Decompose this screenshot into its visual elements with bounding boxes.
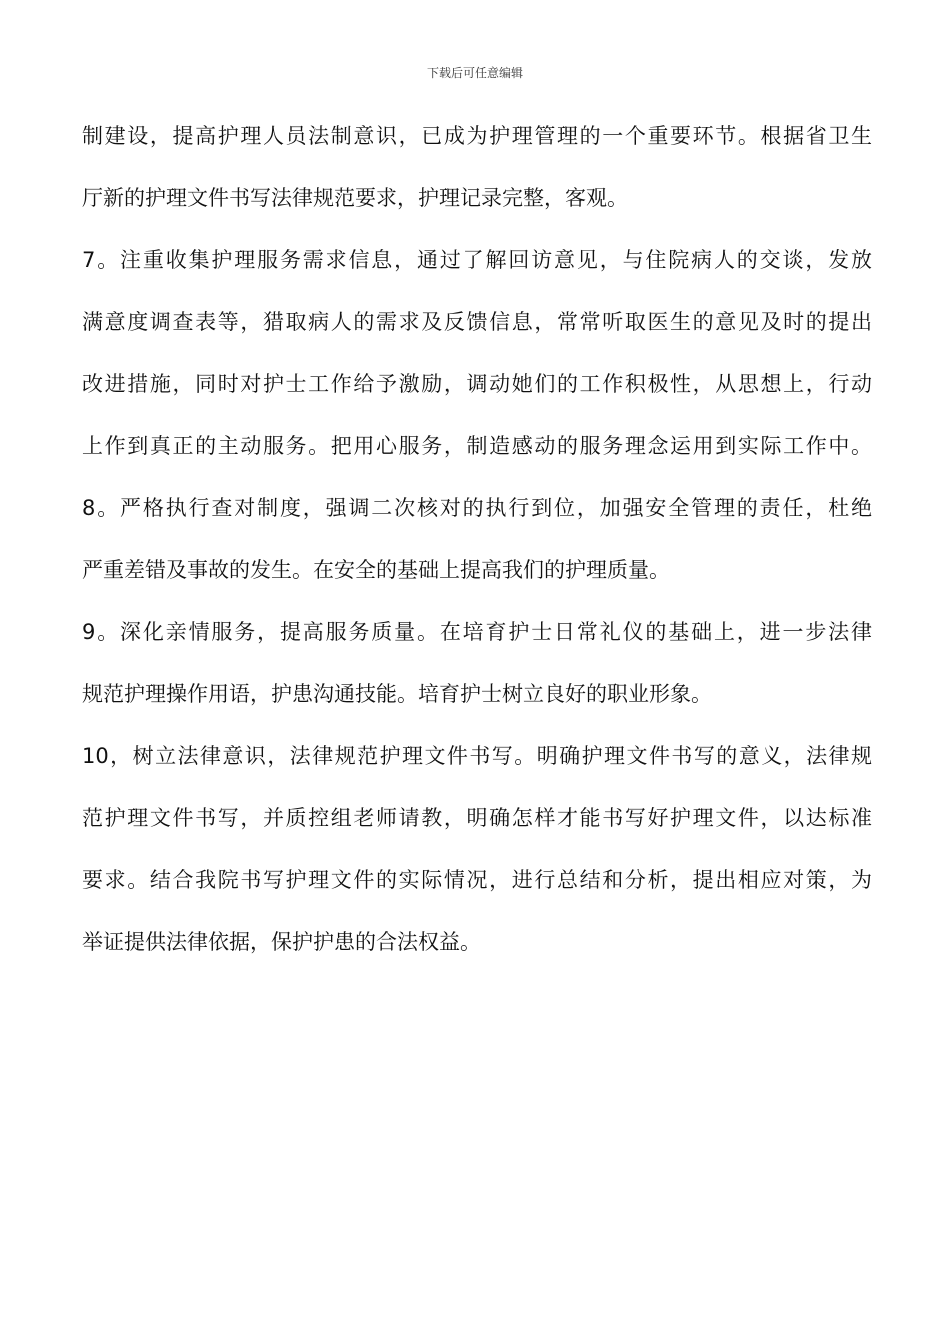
text-line: 9。深化亲情服务，提高服务质量。在培育护士日常礼仪的基础上，进一步法律 (82, 620, 872, 644)
page-header: 下载后可任意编辑 (426, 66, 523, 80)
text-line: 制建设，提高护理人员法制意识，已成为护理管理的一个重要环节。根据省卫生 (82, 124, 872, 148)
text-line: 严重差错及事故的发生。在安全的基础上提高我们的护理质量。 (82, 558, 670, 582)
document-body (82, 105, 872, 973)
text-line: 规范护理操作用语，护患沟通技能。培育护士树立良好的职业形象。 (82, 682, 712, 706)
text-line: 满意度调查表等，猎取病人的需求及反馈信息，常常听取医生的意见及时的提出 (82, 310, 872, 334)
text-line: 要求。结合我院书写护理文件的实际情况，进行总结和分析，提出相应对策，为 (82, 868, 872, 892)
text-line: 改进措施，同时对护士工作给予激励，调动她们的工作积极性，从思想上，行动 (82, 372, 872, 396)
text-line: 7。注重收集护理服务需求信息，通过了解回访意见，与住院病人的交谈，发放 (82, 248, 872, 272)
text-line: 8。严格执行查对制度，强调二次核对的执行到位，加强安全管理的责任，杜绝 (82, 496, 872, 520)
text-line: 10，树立法律意识，法律规范护理文件书写。明确护理文件书写的意义，法律规 (82, 744, 872, 768)
text-line: 举证提供法律依据，保护护患的合法权益。 (82, 930, 481, 954)
text-line: 上作到真正的主动服务。把用心服务，制造感动的服务理念运用到实际工作中。 (82, 434, 872, 458)
text-line: 厅新的护理文件书写法律规范要求，护理记录完整，客观。 (82, 186, 628, 210)
text-line: 范护理文件书写，并质控组老师请教，明确怎样才能书写好护理文件，以达标准 (82, 806, 872, 830)
